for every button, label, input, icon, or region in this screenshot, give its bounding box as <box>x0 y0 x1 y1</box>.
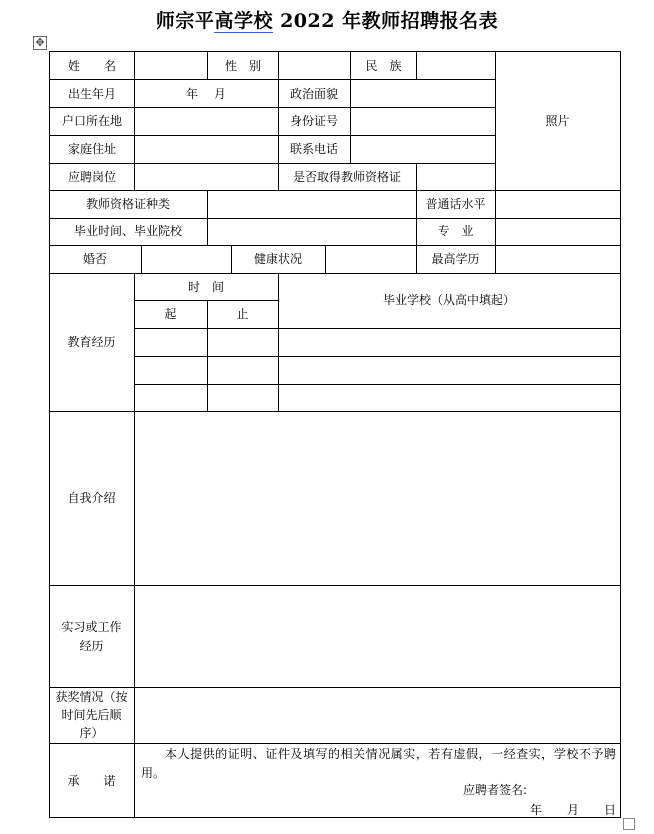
table-resize-handle[interactable] <box>623 818 635 830</box>
label-year-month: 年 月 <box>186 87 226 101</box>
label-id-no: 身份证号 <box>289 114 338 128</box>
label-awards-line1: 获奖情况（按 <box>55 690 128 704</box>
label-birth: 出生年月 <box>67 87 116 101</box>
date-month: 月 <box>567 803 580 817</box>
label-address: 家庭住址 <box>67 142 116 156</box>
label-degree: 最高学历 <box>431 252 480 266</box>
label-health: 健康状况 <box>253 252 302 266</box>
title-part-1: 师宗平 <box>155 10 215 32</box>
label-from: 起 <box>164 307 177 321</box>
label-ethnicity: 民 族 <box>365 59 402 73</box>
title-part-2: 2022 年教师招聘报名表 <box>272 10 499 32</box>
label-political: 政治面貌 <box>289 87 338 101</box>
label-hukou: 户口所在地 <box>61 114 122 128</box>
title-school-underlined: 高学校 <box>214 10 273 32</box>
label-time: 时 间 <box>187 280 224 294</box>
label-self-intro: 自我介绍 <box>67 491 116 505</box>
label-school: 毕业学校（从高中填起） <box>382 293 515 307</box>
pledge-text: 本人提供的证明、证件及填写的相关情况属实，若有虚假，一经查实，学校不予聘用。 <box>141 747 616 780</box>
label-awards-line3: 序） <box>79 726 104 740</box>
label-education-history: 教育经历 <box>67 335 116 349</box>
label-to: 止 <box>236 307 249 321</box>
label-graduation: 毕业时间、毕业院校 <box>73 224 182 238</box>
label-name: 姓 名 <box>67 59 116 73</box>
date-day: 日 <box>604 803 617 817</box>
label-pledge: 承 诺 <box>67 774 116 788</box>
label-mandarin: 普通话水平 <box>425 197 486 211</box>
signature-label: 应聘者签名: <box>463 783 528 797</box>
label-work-exp-line1: 实习或工作 <box>61 620 122 634</box>
label-photo: 照片 <box>545 114 570 128</box>
label-has-cert: 是否取得教师资格证 <box>292 170 401 184</box>
label-cert-type: 教师资格证种类 <box>85 197 170 211</box>
label-phone: 联系电话 <box>289 142 338 156</box>
label-marital: 婚否 <box>82 252 107 266</box>
label-work-exp-line2: 经历 <box>79 639 104 653</box>
label-awards-line2: 时间先后顺 <box>61 708 122 722</box>
label-position: 应聘岗位 <box>67 170 116 184</box>
table-move-handle-icon[interactable]: ✥ <box>33 36 47 50</box>
label-major: 专 业 <box>437 224 474 238</box>
label-gender: 性 别 <box>224 59 261 73</box>
date-year: 年 <box>530 803 543 817</box>
